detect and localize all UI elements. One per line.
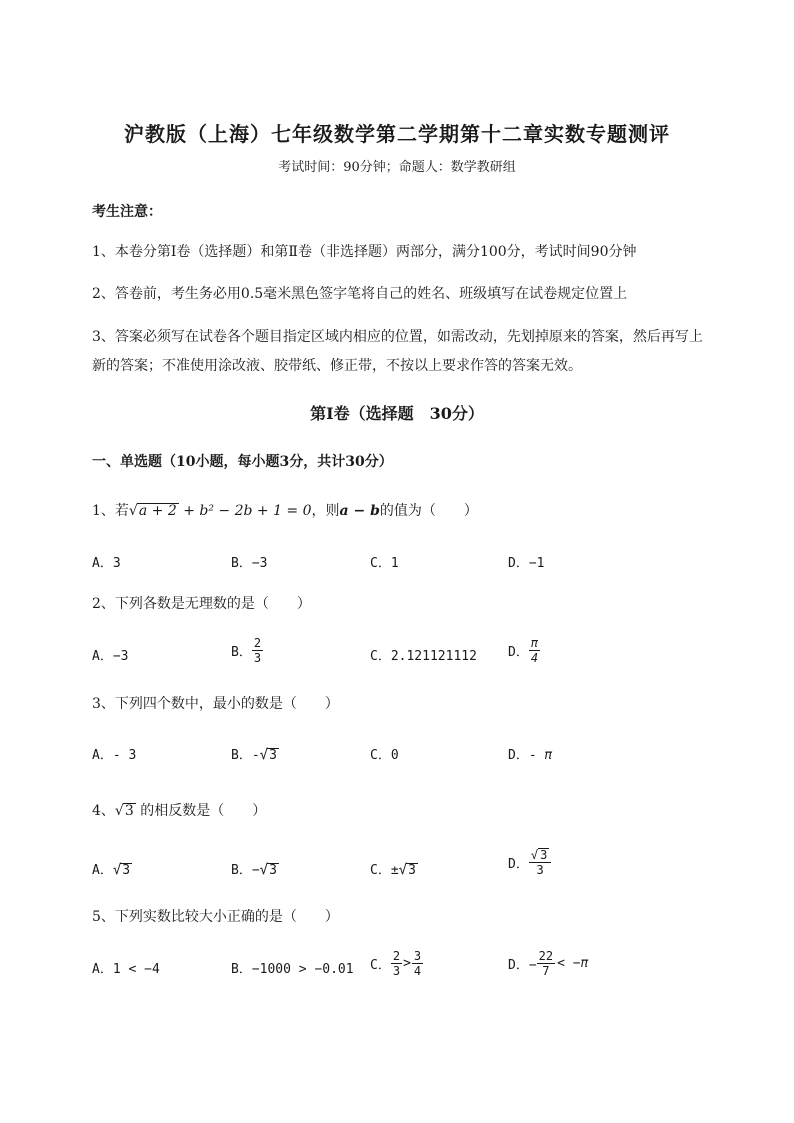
q5-c-label: C． (370, 958, 391, 973)
q5-d-rest: < −π (557, 956, 589, 971)
q4-option-b[interactable] (231, 859, 279, 878)
q3-d-label: D．- (508, 748, 537, 763)
section-title: 第I卷（选择题 30分） (310, 404, 484, 423)
fraction-numerator: 2 (253, 636, 262, 650)
q2-d-label: D． (508, 645, 529, 660)
q2-option-d[interactable] (508, 636, 540, 665)
q4-radicand: 3 (124, 803, 134, 819)
q5-c-operator: > (403, 956, 411, 971)
fraction-numerator: 22 (538, 949, 554, 963)
q2-option-c[interactable]: C．2.121121112 (370, 649, 477, 664)
q1-expression: + b² − 2b + 1 = 0 (183, 503, 312, 519)
q4-d-label: D． (508, 857, 529, 872)
q4-option-d[interactable] (508, 848, 551, 877)
q4-b-label: B．− (231, 863, 260, 878)
q1-option-c[interactable]: C．1 (370, 556, 399, 571)
notice-item-1: 1、本卷分第I卷（选择题）和第Ⅱ卷（非选择题）两部分，满分100分，考试时间90分钟 (92, 244, 637, 260)
q3-option-a[interactable]: A．- 3 (92, 748, 137, 763)
question-5-stem: 5、下列实数比较大小正确的是（ ） (92, 909, 339, 925)
q4-option-c[interactable] (370, 859, 418, 878)
q4-a-label: A． (92, 863, 113, 878)
fraction-denominator: 3 (253, 651, 262, 665)
notice-item-3: 3、答案必须写在试卷各个题目指定区域内相应的位置，如需改动，先划掉原来的答案，然后再写上新的答案；不准使用涂改液、胶带纸、修正带，不按以上要求作答的答案无效。 (92, 329, 703, 374)
sqrt-symbol: √ (259, 747, 269, 763)
q3-b-radicand: 3 (269, 748, 277, 763)
q3-d-value: π (544, 748, 553, 763)
q2-option-b[interactable] (231, 636, 263, 665)
fraction-denominator: 3 (392, 964, 401, 978)
q1-radicand: a + 2 (138, 503, 177, 519)
q5-option-a[interactable]: A．1 < −4 (92, 962, 160, 977)
fraction (412, 949, 423, 978)
question-1-stem (92, 500, 478, 520)
fraction (537, 949, 555, 978)
q4-option-a[interactable] (92, 859, 132, 878)
question-3-stem: 3、下列四个数中，最小的数是（ ） (92, 696, 339, 712)
sqrt-symbol: √ (530, 848, 539, 862)
document-title: 沪教版（上海）七年级数学第二学期第十二章实数专题测评 (124, 122, 670, 146)
sqrt-symbol: √ (114, 803, 124, 819)
notice-heading: 考生注意： (92, 204, 162, 220)
q5-d-label: D．− (508, 958, 537, 973)
q4-prefix: 4、 (92, 803, 115, 819)
fraction-numerator (529, 848, 551, 863)
sqrt-symbol: √ (112, 862, 122, 878)
exam-info: 考试时间：90分钟；命题人：数学教研组 (278, 160, 516, 175)
q4-d-radicand: 3 (540, 848, 548, 862)
question-4-stem (92, 800, 266, 820)
q3-b-label: B．- (231, 748, 260, 763)
fraction (391, 949, 402, 978)
q1-option-a[interactable]: A．3 (92, 556, 121, 571)
sqrt-symbol: √ (259, 862, 269, 878)
fraction-denominator: 3 (536, 863, 544, 877)
sqrt-symbol: √ (398, 862, 408, 878)
q2-b-label: B． (231, 645, 252, 660)
fraction-denominator: 4 (530, 651, 539, 665)
q1-prefix: 1、若 (92, 503, 129, 519)
fraction (529, 848, 551, 877)
q3-option-d[interactable] (508, 744, 552, 763)
fraction-denominator: 4 (413, 964, 422, 978)
fraction-numerator: π (530, 636, 539, 650)
notice-item-2: 2、答卷前，考生务必用0.5毫米黑色签字笔将自己的姓名、班级填写在试卷规定位置上 (92, 286, 628, 302)
fraction (252, 636, 263, 665)
q5-option-d[interactable] (508, 949, 588, 978)
q5-option-c[interactable] (370, 949, 423, 978)
q1-suffix: 的值为（ ） (379, 503, 478, 519)
fraction-numerator: 3 (413, 949, 422, 963)
part-heading: 一、单选题（10小题，每小题3分，共计30分） (92, 454, 393, 470)
q3-option-c[interactable]: C．0 (370, 748, 399, 763)
fraction (529, 636, 540, 665)
q1-option-d[interactable]: D．−1 (508, 556, 545, 571)
fraction-denominator: 7 (542, 964, 550, 978)
q1-target: a − b (339, 503, 380, 519)
q1-mid: ，则 (311, 503, 340, 519)
q4-a-radicand: 3 (122, 863, 131, 878)
q4-b-radicand: 3 (269, 863, 277, 878)
q4-suffix: 的相反数是（ ） (140, 803, 267, 819)
q1-option-b[interactable]: B．−3 (231, 556, 268, 571)
fraction-numerator: 2 (392, 949, 401, 963)
q4-c-label: C．± (370, 863, 399, 878)
q5-option-b[interactable]: B．−1000 > −0.01 (231, 962, 354, 977)
q2-option-a[interactable]: A．−3 (92, 649, 129, 664)
sqrt-symbol: √ (128, 503, 138, 519)
q4-c-radicand: 3 (408, 863, 416, 878)
q3-option-b[interactable] (231, 744, 279, 763)
question-2-stem: 2、下列各数是无理数的是（ ） (92, 596, 311, 612)
